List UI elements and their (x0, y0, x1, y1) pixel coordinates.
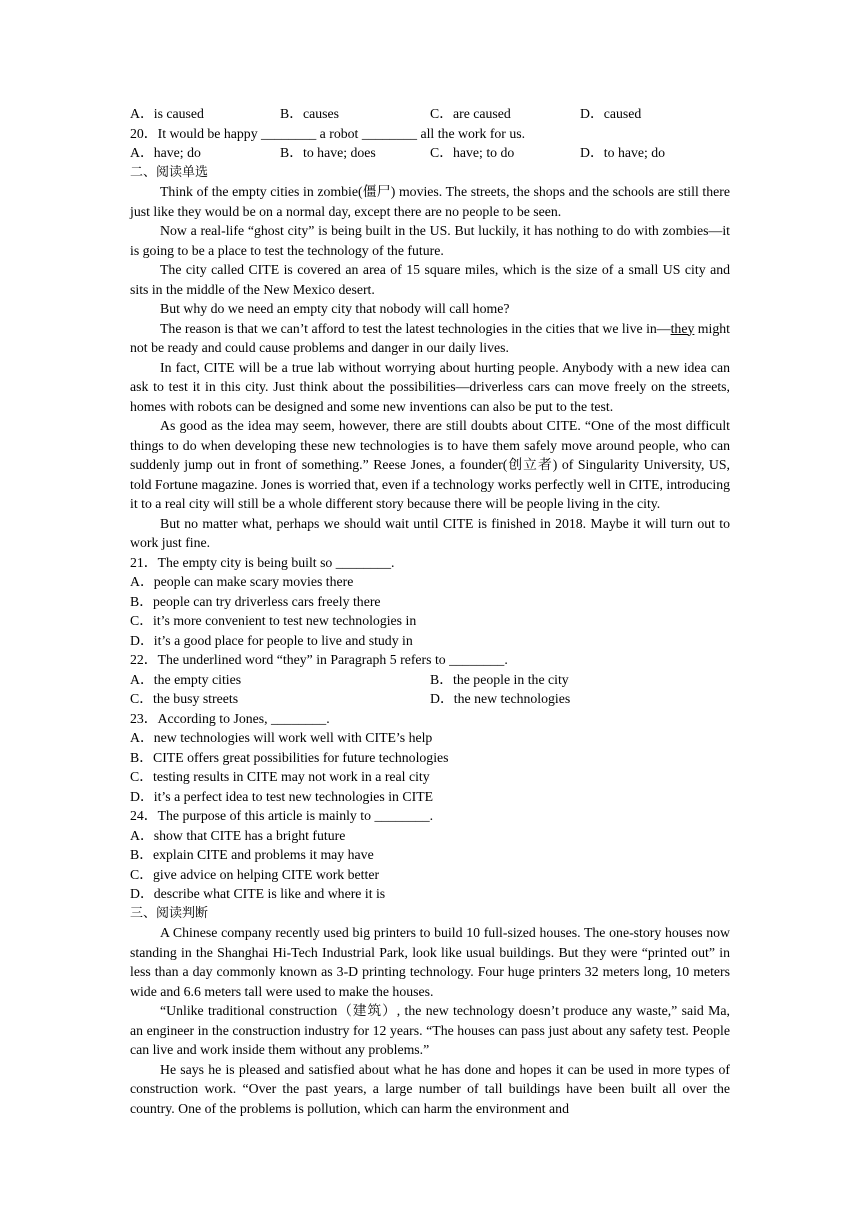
option-b: B．causes (280, 106, 340, 121)
section-title-reading-judgement: 三、阅读判断 (130, 905, 209, 921)
option-d: D．describe what CITE is like and where it is (130, 886, 386, 901)
passage1-paragraph-3: The city called CITE is covered an area of 15 square miles, which is the size of a small US city and sits in the middle of the New Mexico desert. (130, 262, 730, 297)
option-c: C．the busy streets (130, 691, 239, 706)
option-c: C．it’s more convenient to test new technologies in (130, 613, 417, 628)
underlined-word: they (670, 320, 695, 336)
q22-options-row-2 (130, 689, 730, 709)
passage2-paragraph-3: He says he is pleased and satisfied about what he has done and hopes it can be used in more types of construction work. “Over the past years, a large number of tall buildings have been built all over the country. One of the problems is pollution, which can harm the environment and (130, 1061, 730, 1116)
option-b: B．people can try driverless cars freely there (130, 593, 381, 609)
q20-options (130, 143, 730, 163)
q22-options-row-1 (130, 670, 730, 690)
option-a: A．is caused (130, 106, 204, 121)
option-c: C．testing results in CITE may not work in a real city (130, 769, 430, 784)
exam-page (130, 104, 730, 1118)
option-d: D．to have; do (580, 145, 666, 160)
option-c: C．have; to do (430, 145, 515, 160)
paragraph-5-text-b: might not be ready and could cause problems and danger in our daily lives. (130, 320, 731, 355)
option-b: B．explain CITE and problems it may have (130, 847, 374, 862)
passage1-paragraph-1: Think of the empty cities in zombie(僵尸) movies. The streets, the shops and the schools are still there just like they would be on a normal day, except there are no people to be seen. (130, 184, 730, 219)
option-a: A．the empty cities (130, 671, 242, 687)
q23-stem: 23．According to Jones, ________. (130, 710, 330, 726)
passage1-paragraph-5 (130, 319, 730, 358)
option-b: B．the people in the city (430, 671, 569, 687)
option-d: D．it’s a perfect idea to test new technologies in CITE (130, 788, 434, 804)
passage1-paragraph-4: But why do we need an empty city that nobody will call home? (160, 301, 510, 316)
option-a: A．show that CITE has a bright future (130, 827, 346, 843)
option-b: B．to have; does (280, 145, 376, 160)
option-d: D．the new technologies (430, 691, 571, 706)
q19-options (130, 104, 730, 124)
option-d: D．it’s a good place for people to live and study in (130, 632, 413, 648)
option-b: B．CITE offers great possibilities for future technologies (130, 749, 449, 765)
q20-stem: 20．It would be happy ________ a robot ________ all the work for us. (130, 125, 526, 141)
q22-stem: 22．The underlined word “they” in Paragraph 5 refers to ________. (130, 652, 508, 667)
passage1-paragraph-2: Now a real-life “ghost city” is being built in the US. But luckily, it has nothing to do with zombies—it is going to be a place to test the technology of the future. (130, 223, 730, 258)
passage1-paragraph-6: In fact, CITE will be a true lab without worrying about hurting people. Anybody with a new idea can ask to test it in this city. Just think about the possibilities—driverless cars can move freely on the streets, homes with robots can be designed and some new inventions can also be put to the test. (130, 359, 730, 414)
passage1-paragraph-7: As good as the idea may seem, however, there are still doubts about CITE. “One of the most difficult things to do when developing these new technologies is to have them safely move around people, who can suddenly jump out in front of something.” Reese Jones, a founder(创立者) of Singularity University, US, told Fortune magazine. Jones is worried that, even if a technology works perfectly well in CITE, introducing it to a real city will still be a whole different story because there will be people living in the city. (130, 418, 730, 511)
section-title-reading-choice: 二、阅读单选 (130, 164, 209, 180)
passage1-paragraph-8: But no matter what, perhaps we should wait until CITE is finished in 2018. Maybe it will turn out to work just fine. (130, 515, 730, 550)
paragraph-5-text-a: The reason is that we can’t afford to test the latest technologies in the cities that we live in— (160, 320, 671, 336)
passage2-paragraph-1: A Chinese company recently used big printers to build 10 full-sized houses. The one-story houses now standing in the Shanghai Hi-Tech Industrial Park, look like usual buildings. But they were “printed out” in less than a day commonly known as 3-D printing technology. Four huge printers 32 meters long, 10 meters wide and 6.6 meters tall were used to make the houses. (130, 925, 730, 999)
q24-stem: 24．The purpose of this article is mainly to ________. (130, 808, 434, 823)
option-c: C．give advice on helping CITE work better (130, 866, 380, 882)
option-d: D．caused (580, 106, 642, 121)
option-a: A．new technologies will work well with CITE’s help (130, 730, 433, 745)
q21-stem: 21．The empty city is being built so ________. (130, 554, 395, 570)
option-a: A．people can make scary movies there (130, 574, 354, 589)
option-c: C．are caused (430, 106, 511, 121)
passage2-paragraph-2: “Unlike traditional construction（建筑）, the new technology doesn’t produce any waste,” said Ma, an engineer in the construction industry for 12 years. “The houses can pass just about any safety test. People can live and work inside them without any problems.” (130, 1003, 730, 1057)
option-a: A．have; do (130, 145, 201, 160)
